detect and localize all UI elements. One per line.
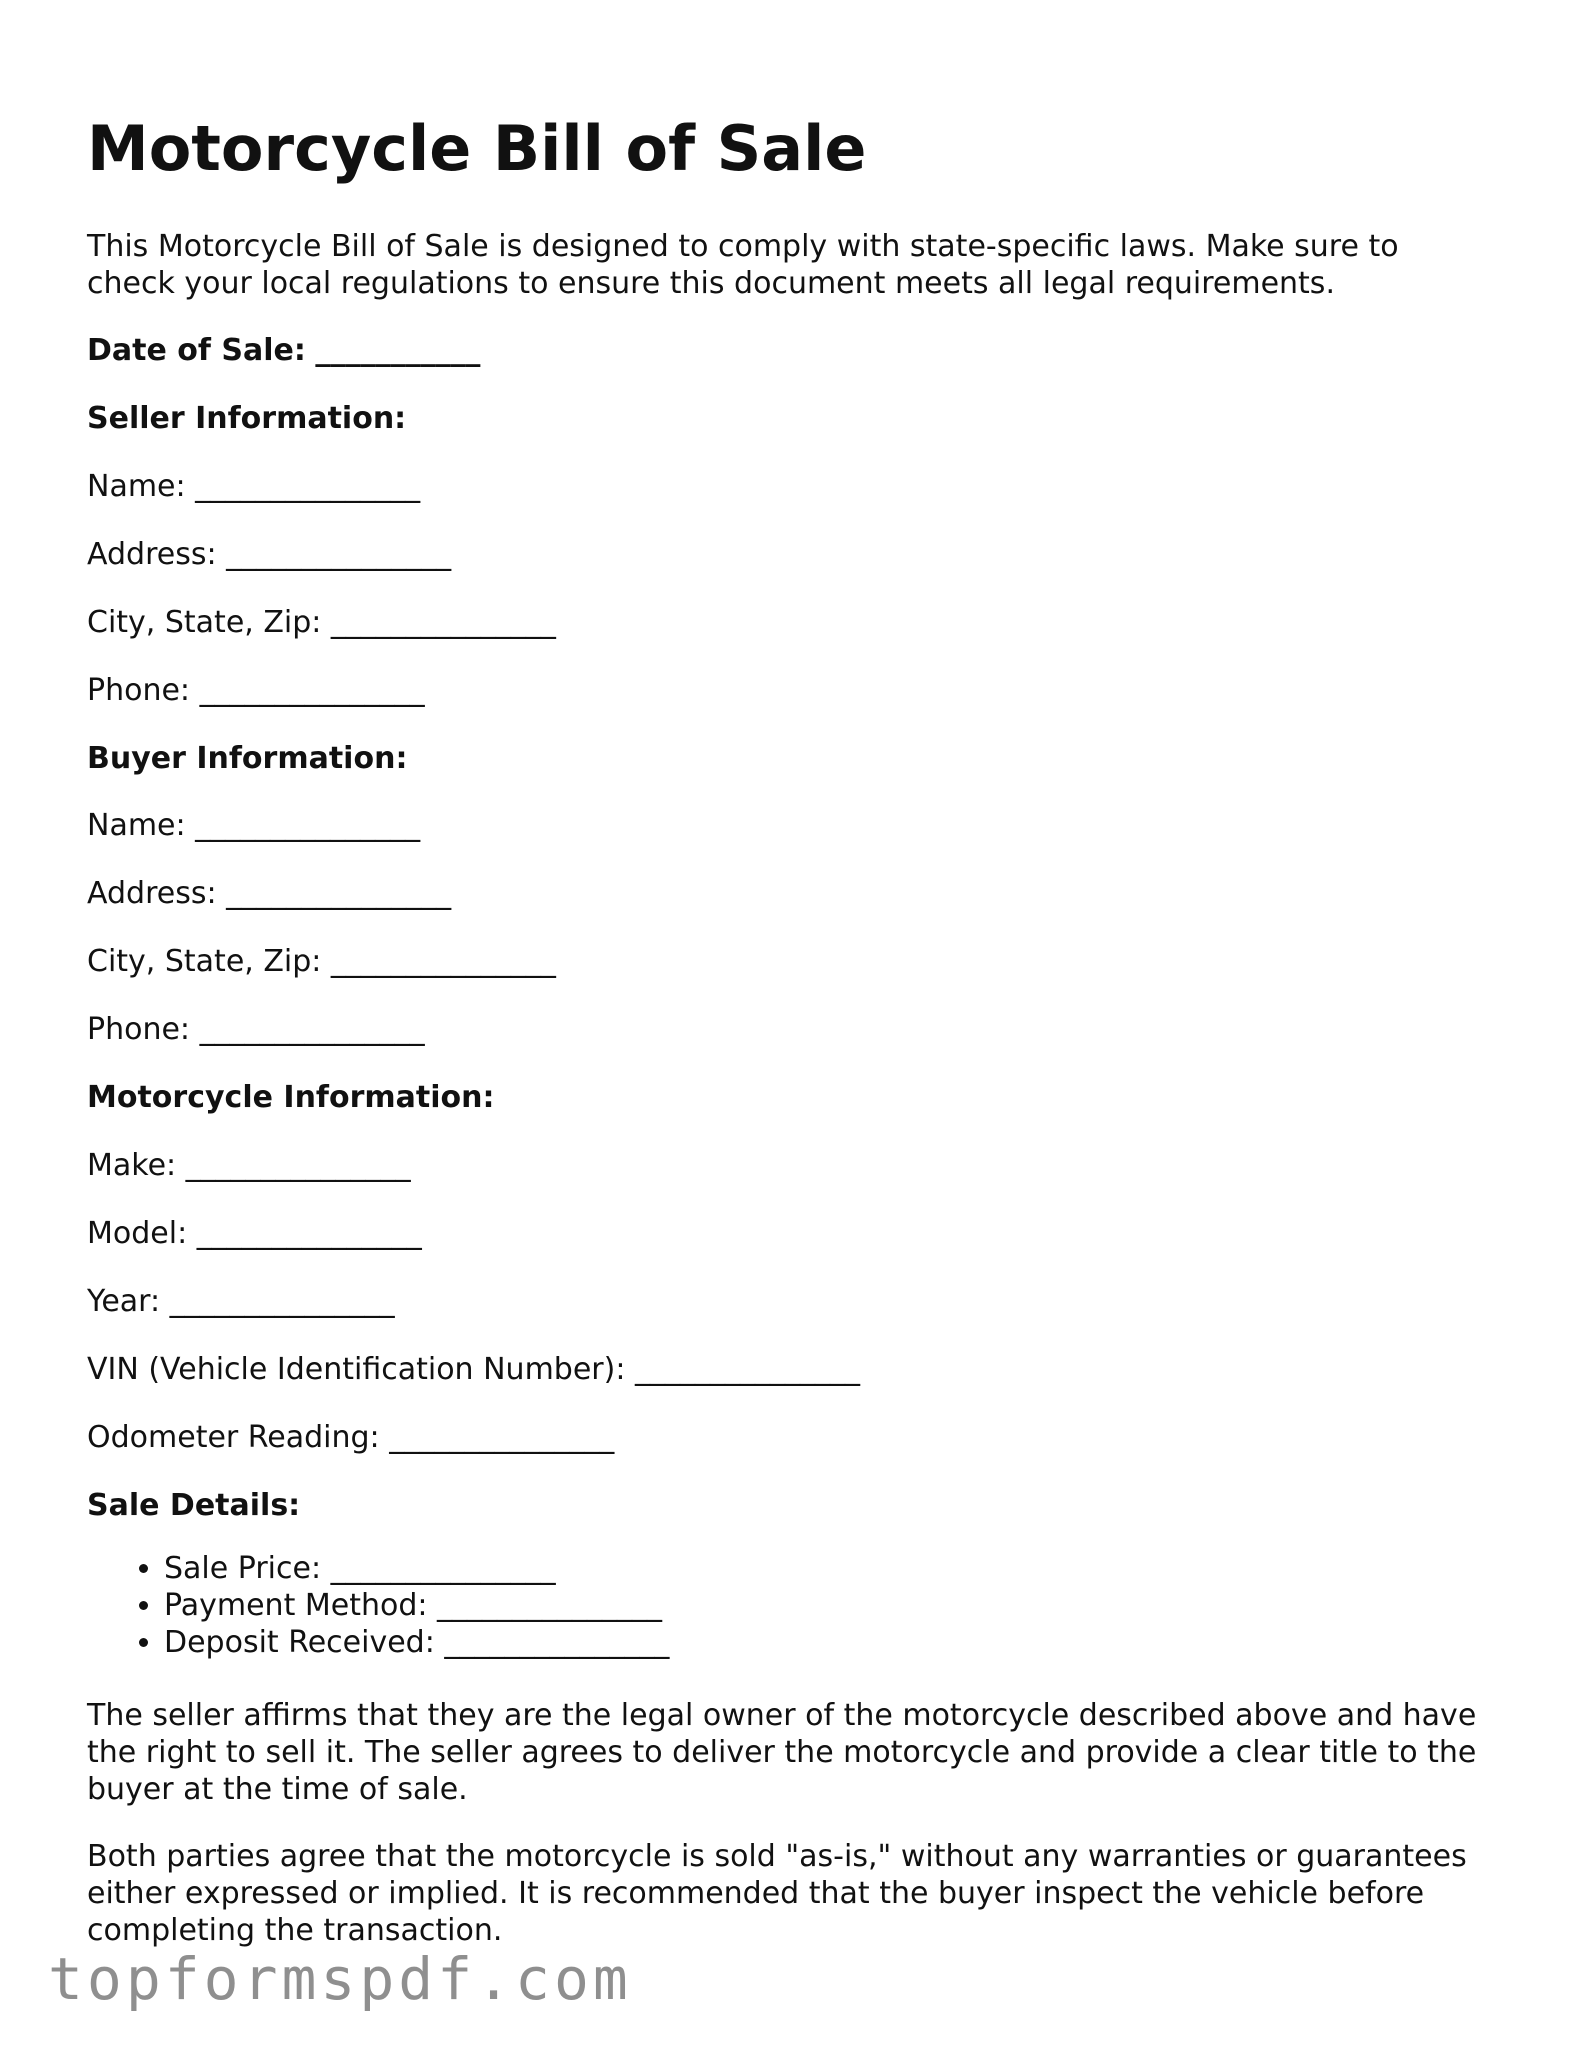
seller-name-field: Name: _______________ [87, 469, 421, 504]
payment-method-item: • Payment Method: _______________ [164, 1587, 669, 1624]
deposit-received-item: • Deposit Received: _______________ [164, 1624, 669, 1661]
date-of-sale-label: Date of Sale: [87, 333, 306, 368]
buyer-name-field: Name: _______________ [87, 808, 421, 843]
affirmation-paragraph: The seller affirms that they are the legal owner of the motorcycle described above and have the right to sell it. The seller agrees to deliver the motorcycle and provide a clear title to the buyer at the time of sale. [87, 1698, 1477, 1807]
as-is-paragraph: Both parties agree that the motorcycle is sold "as-is," without any warranties or guarantees either expressed or implied. It is recommended that the buyer inspect the vehicle before completing the transaction. [87, 1839, 1467, 1948]
motorcycle-make-field: Make: _______________ [87, 1148, 411, 1183]
motorcycle-year-field: Year: _______________ [87, 1284, 395, 1319]
sale-details-heading: Sale Details: [87, 1488, 301, 1523]
date-of-sale-line [87, 332, 480, 369]
motorcycle-odometer-field: Odometer Reading: _______________ [87, 1420, 615, 1455]
seller-phone-field: Phone: _______________ [87, 673, 425, 708]
site-watermark: topformspdf.com [48, 1945, 632, 2013]
document-title: Motorcycle Bill of Sale [87, 112, 867, 185]
motorcycle-vin-field: VIN (Vehicle Identification Number): _______________ [87, 1352, 860, 1387]
intro-paragraph: This Motorcycle Bill of Sale is designed to comply with state-specific laws. Make sure to check your local regulations to ensure this document meets all legal requirements. [87, 229, 1399, 301]
buyer-city-field: City, State, Zip: _______________ [87, 944, 556, 979]
seller-heading: Seller Information: [87, 401, 407, 436]
buyer-phone-field: Phone: _______________ [87, 1012, 425, 1047]
date-of-sale-blank: ___________ [315, 333, 481, 368]
sale-details-list [87, 1550, 669, 1661]
seller-city-field: City, State, Zip: _______________ [87, 605, 556, 640]
buyer-address-field: Address: _______________ [87, 876, 452, 911]
motorcycle-model-field: Model: _______________ [87, 1216, 422, 1251]
sale-price-item: • Sale Price: _______________ [164, 1550, 669, 1587]
motorcycle-heading: Motorcycle Information: [87, 1080, 495, 1115]
buyer-heading: Buyer Information: [87, 741, 408, 776]
seller-address-field: Address: _______________ [87, 537, 452, 572]
